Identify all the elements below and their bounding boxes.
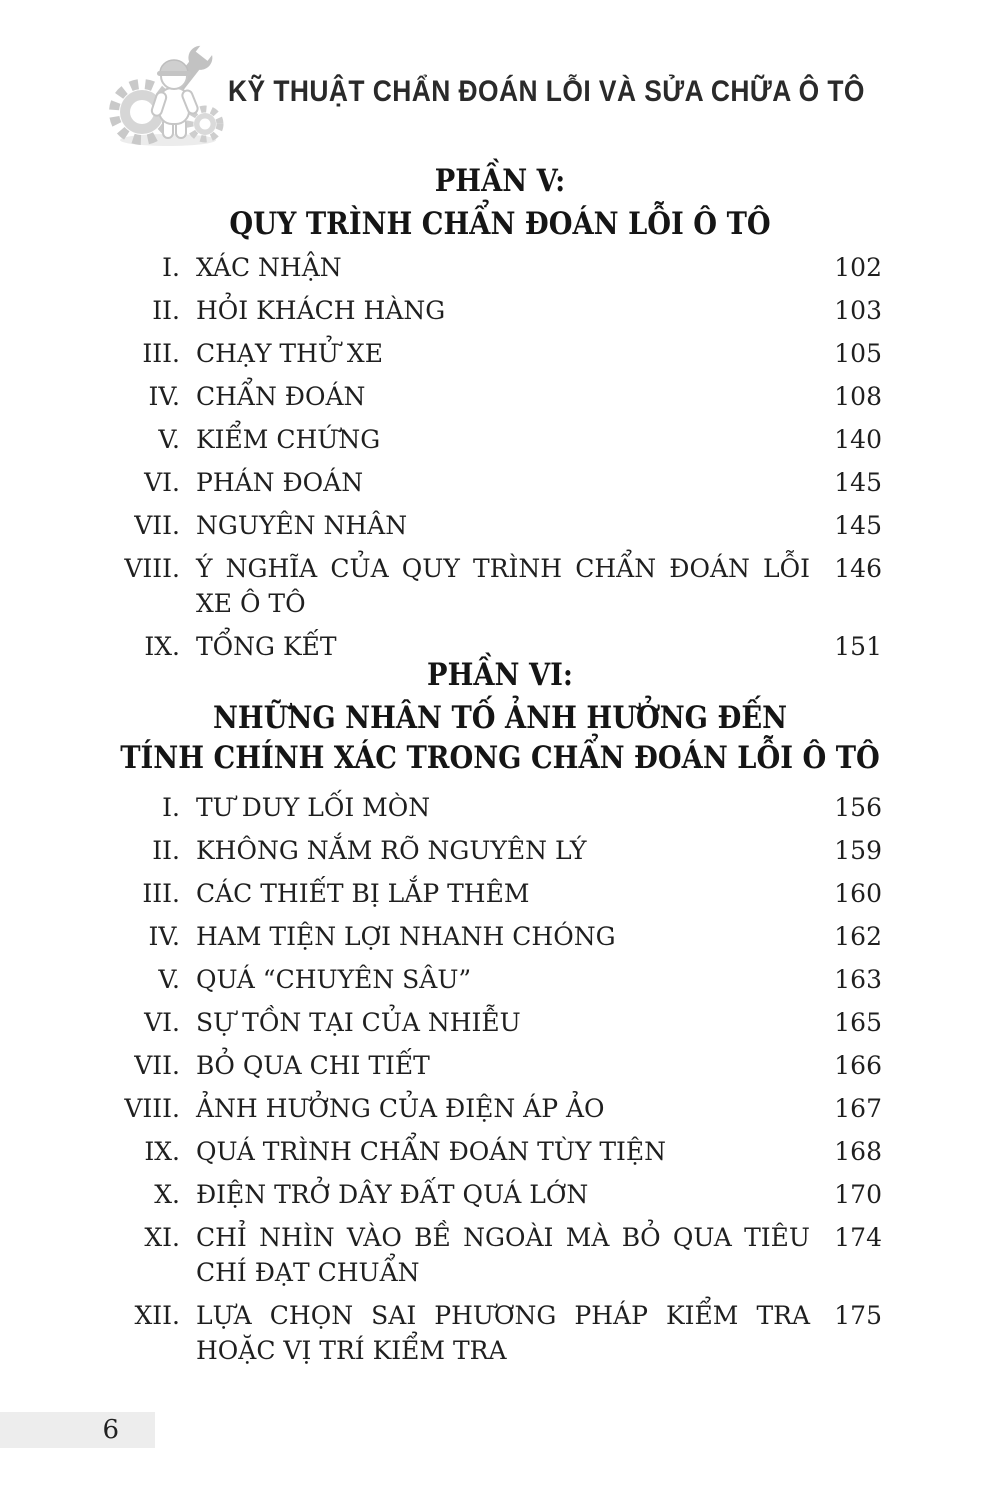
toc-entry-page: 163 [834, 965, 882, 994]
toc-entry-page: 140 [834, 425, 882, 454]
toc-entry-title: HAM TIỆN LỢI NHANH CHÓNG [196, 922, 616, 951]
toc-entry-page: 103 [834, 296, 882, 325]
toc-entry-title: PHÁN ĐOÁN [196, 468, 364, 497]
toc-entry-numeral: I. [162, 253, 180, 282]
toc-entry-page: 156 [834, 793, 882, 822]
toc-entry [108, 508, 882, 543]
toc-entry-numeral: III. [142, 879, 180, 908]
toc-entry [108, 790, 882, 825]
toc-entry-title: SỰ TỒN TẠI CỦA NHIỄU [196, 1008, 521, 1037]
toc-entry [108, 336, 882, 371]
toc-entry-title: CHẨN ĐOÁN [196, 382, 366, 411]
toc-entry [108, 551, 882, 621]
toc-entry-numeral: VI. [144, 1008, 180, 1037]
section-5-part-label: PHẦN V: [434, 163, 566, 199]
toc-entry-numeral: IX. [144, 1137, 180, 1166]
toc-entry-title: CHẠY THỬ XE [196, 339, 383, 368]
toc-entry-title: TỔNG KẾT [196, 632, 337, 661]
toc-entry-numeral: X. [154, 1180, 180, 1209]
toc-entry-title: KIỂM CHỨNG [196, 425, 381, 454]
toc-entry-title: QUÁ “CHUYÊN SÂU” [196, 965, 472, 994]
toc-entry-numeral: XII. [134, 1301, 180, 1330]
section-5-title: QUY TRÌNH CHẨN ĐOÁN LỖI Ô TÔ [229, 206, 771, 242]
toc-list-section-5 [108, 250, 882, 672]
toc-entry-page: 170 [834, 1180, 882, 1209]
section-6-heading [0, 652, 1000, 778]
toc-entry-numeral: IV. [148, 922, 180, 951]
toc-entry-numeral: IV. [148, 382, 180, 411]
toc-entry-page: 146 [834, 554, 882, 583]
section-6-title-line-1: NHỮNG NHÂN TỐ ẢNH HƯỞNG ĐẾN [212, 700, 788, 736]
toc-entry-page: 102 [834, 253, 882, 282]
toc-entry-numeral: II. [152, 836, 180, 865]
toc-entry-page: 151 [834, 632, 882, 661]
toc-entry [108, 1091, 882, 1126]
toc-entry-numeral: V. [158, 425, 180, 454]
toc-entry-title: HỎI KHÁCH HÀNG [196, 296, 446, 325]
toc-entry-page: 165 [834, 1008, 882, 1037]
toc-entry [108, 1134, 882, 1169]
toc-entry [108, 876, 882, 911]
toc-entry [108, 833, 882, 868]
mascot-logo-icon [106, 40, 230, 148]
toc-entry-numeral: IX. [144, 632, 180, 661]
toc-entry-numeral: XI. [144, 1223, 180, 1252]
page-number: 6 [102, 1415, 119, 1445]
toc-entry [108, 465, 882, 500]
toc-entry-numeral: I. [162, 793, 180, 822]
toc-entry-page: 145 [834, 468, 882, 497]
toc-entry-page: 159 [834, 836, 882, 865]
toc-entry-page: 160 [834, 879, 882, 908]
book-title: KỸ THUẬT CHẨN ĐOÁN LỖI VÀ SỬA CHỮA Ô TÔ [228, 75, 865, 108]
toc-entry-numeral: III. [142, 339, 180, 368]
toc-list-section-6 [108, 790, 882, 1376]
toc-entry-title: NGUYÊN NHÂN [196, 511, 408, 540]
toc-entry-numeral: VII. [134, 511, 180, 540]
toc-entry-numeral: II. [152, 296, 180, 325]
toc-entry-title: ẢNH HƯỞNG CỦA ĐIỆN ÁP ẢO [196, 1094, 605, 1123]
toc-entry-page: 167 [834, 1094, 882, 1123]
toc-entry-page: 108 [834, 382, 882, 411]
toc-entry-title: QUÁ TRÌNH CHẨN ĐOÁN TÙY TIỆN [196, 1137, 667, 1166]
toc-entry [108, 422, 882, 457]
toc-entry [108, 1005, 882, 1040]
section-6-title-line-2: TÍNH CHÍNH XÁC TRONG CHẨN ĐOÁN LỖI Ô TÔ [120, 740, 880, 776]
toc-entry [108, 962, 882, 997]
toc-entry-title: ĐIỆN TRỞ DÂY ĐẤT QUÁ LỚN [196, 1180, 589, 1209]
toc-entry [108, 293, 882, 328]
toc-entry [108, 919, 882, 954]
toc-entry-page: 162 [834, 922, 882, 951]
toc-entry-title: BỎ QUA CHI TIẾT [196, 1051, 430, 1080]
toc-entry-numeral: VII. [134, 1051, 180, 1080]
toc-entry [108, 250, 882, 285]
toc-entry-title: XÁC NHẬN [196, 253, 342, 282]
toc-entry-numeral: VI. [144, 468, 180, 497]
toc-entry-page: 168 [834, 1137, 882, 1166]
toc-entry-page: 105 [834, 339, 882, 368]
toc-entry [108, 1220, 882, 1290]
toc-entry [108, 1298, 882, 1368]
footer-page-bar [0, 1412, 155, 1448]
toc-entry-page: 175 [834, 1301, 882, 1330]
toc-entry-title: CÁC THIẾT BỊ LẮP THÊM [196, 879, 530, 908]
toc-entry-page: 145 [834, 511, 882, 540]
toc-entry-title: Ý NGHĨA CỦA QUY TRÌNH CHẨN ĐOÁN LỖI XE Ô TÔ [196, 554, 810, 618]
toc-entry [108, 1177, 882, 1212]
toc-entry [108, 379, 882, 414]
section-6-part-label: PHẦN VI: [427, 657, 573, 693]
toc-entry-numeral: V. [158, 965, 180, 994]
section-5-heading [0, 158, 1000, 244]
toc-entry-title: CHỈ NHÌN VÀO BỀ NGOÀI MÀ BỎ QUA TIÊU CHÍ ĐẠT CHUẨN [196, 1223, 810, 1287]
toc-entry-page: 174 [834, 1223, 882, 1252]
toc-entry-title: KHÔNG NẮM RÕ NGUYÊN LÝ [196, 836, 587, 865]
toc-entry [108, 1048, 882, 1083]
toc-entry-numeral: VIII. [124, 1094, 180, 1123]
toc-entry-title: LỰA CHỌN SAI PHƯƠNG PHÁP KIỂM TRA HOẶC VỊ TRÍ KIỂM TRA [196, 1301, 810, 1365]
toc-entry-title: TƯ DUY LỐI MÒN [196, 793, 431, 822]
toc-entry-page: 166 [834, 1051, 882, 1080]
toc-entry-numeral: VIII. [124, 554, 180, 583]
